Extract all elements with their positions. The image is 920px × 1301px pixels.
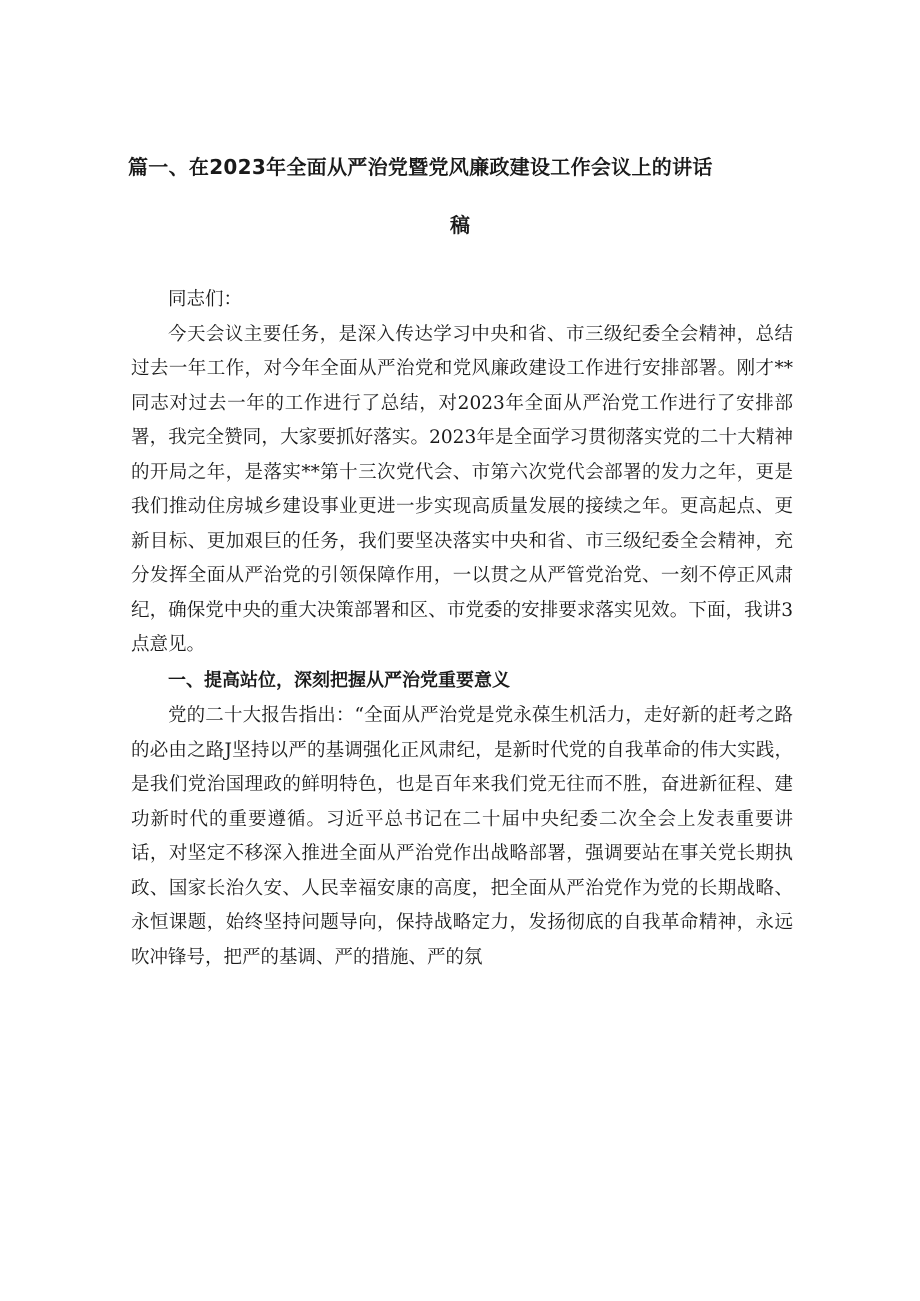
section-heading-1: 一、提高站位，深刻把握从严治党重要意义 [168,669,510,691]
document-title-line-1: 篇一、在2023年全面从严治党暨党风廉政建设工作会议上的讲话 [128,155,713,179]
paragraph-opening: 今天会议主要任务，是深入传达学习中央和省、市三级纪委全会精神，总结过去一年工作，对今年全面从严治党和党风廉政建设工作进行安排部署。刚才**同志对过去一年的工作进行了总结，对2023年全面从严治党工作进行了安排部署，我完全赞同，大家要抓好落实。2023年是全面学习贯彻落实党的二十大精神的开局之年，是落实**第十三次党代会、市第六次党代会部署的发力之年，更是我们推动住房城乡建设事业更进一步实现高质量发展的接续之年。更高起点、更新目标、更加艰巨的任务，我们要坚决落实中央和省、市三级纪委全会精神，充分发挥全面从严治党的引领保障作用，一以贯之从严管党治党、一刻不停正风肃纪，确保党中央的重大决策部署和区、市党委的安排要求落实见效。下面，我讲3点意见。 [131,323,793,655]
document-body [131,283,793,975]
document-title-line-2: 稿 [450,213,470,237]
salutation: 同志们： [168,289,243,310]
paragraph-section-1: 党的二十大报告指出：“全面从严治党是党永葆生机活力，走好新的赶考之路的必由之路J坚持以严的基调强化正风肃纪，是新时代党的自我革命的伟大实践，是我们党治国理政的鲜明特色，也是百年来我们党无往而不胜，奋进新征程、建功新时代的重要遵循。习近平总书记在二十届中央纪委二次全会上发表重要讲话，对坚定不移深入推进全面从严治党作出战略部署，强调要站在事关党长期执政、国家长治久安、人民幸福安康的高度，把全面从严治党作为党的长期战略、永恒课题，始终坚持问题导向，保持战略定力，发扬彻底的自我革命精神，永远吹冲锋号，把严的基调、严的措施、严的氛 [131,705,793,968]
